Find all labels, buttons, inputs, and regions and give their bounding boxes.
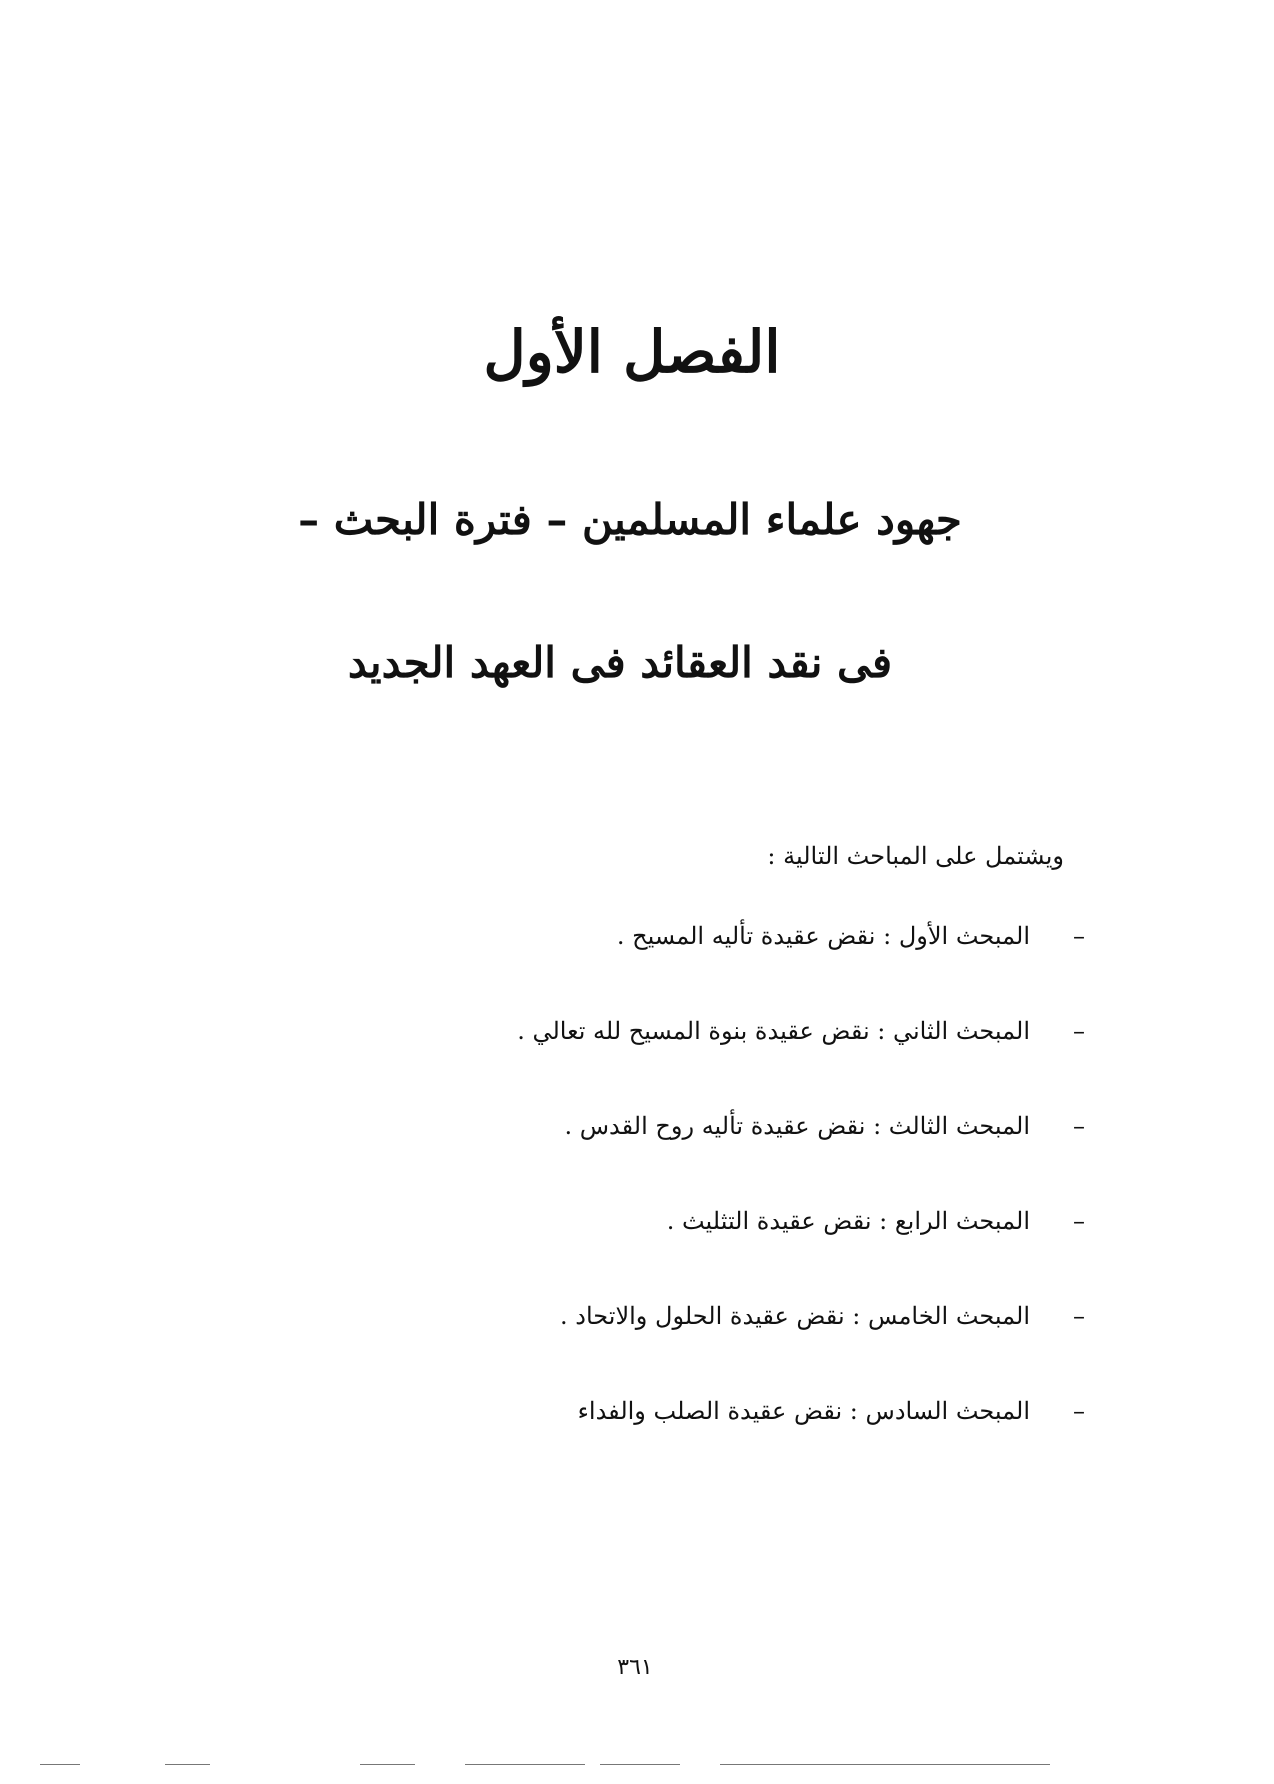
section-text: المبحث الرابع : نقض عقيدة التثليث . [666,1207,1030,1235]
scan-edge-line [40,1764,80,1765]
bullet-dash: – [1073,1302,1085,1330]
page-number: ٣٦١ [617,1655,653,1680]
scan-edge-line [465,1764,585,1765]
section-text: المبحث الخامس : نقض عقيدة الحلول والاتحاد . [560,1302,1030,1330]
section-item [517,1017,1094,1112]
chapter-subtitle-line-1: جهود علماء المسلمين – فترة البحث – [298,495,962,544]
scan-edge-line [720,1764,1050,1765]
section-text: المبحث السادس : نقض عقيدة الصلب والفداء [577,1397,1030,1425]
bullet-dash: – [1073,1017,1085,1045]
chapter-title: الفصل الأول [483,318,781,386]
section-item [517,1302,1094,1397]
section-text: المبحث الأول : نقض عقيدة تأليه المسيح . [616,922,1030,950]
scan-edge-line [600,1764,680,1765]
bullet-dash: – [1073,1112,1085,1140]
bullet-dash: – [1073,1207,1085,1235]
section-item [517,922,1094,1017]
section-item [517,1207,1094,1302]
section-item [517,1112,1094,1207]
chapter-subtitle-line-2: فى نقد العقائد فى العهد الجديد [347,638,893,687]
scan-edge-line [165,1764,210,1765]
section-item [517,1397,1094,1492]
sections-list [517,922,1094,1492]
scan-edge-line [360,1764,415,1765]
section-text: المبحث الثالث : نقض عقيدة تأليه روح القدس . [564,1112,1030,1140]
sections-intro: ويشتمل على المباحث التالية : [767,842,1064,870]
bullet-dash: – [1073,922,1085,950]
bullet-dash: – [1073,1397,1085,1425]
section-text: المبحث الثاني : نقض عقيدة بنوة المسيح لله تعالي . [517,1017,1030,1045]
